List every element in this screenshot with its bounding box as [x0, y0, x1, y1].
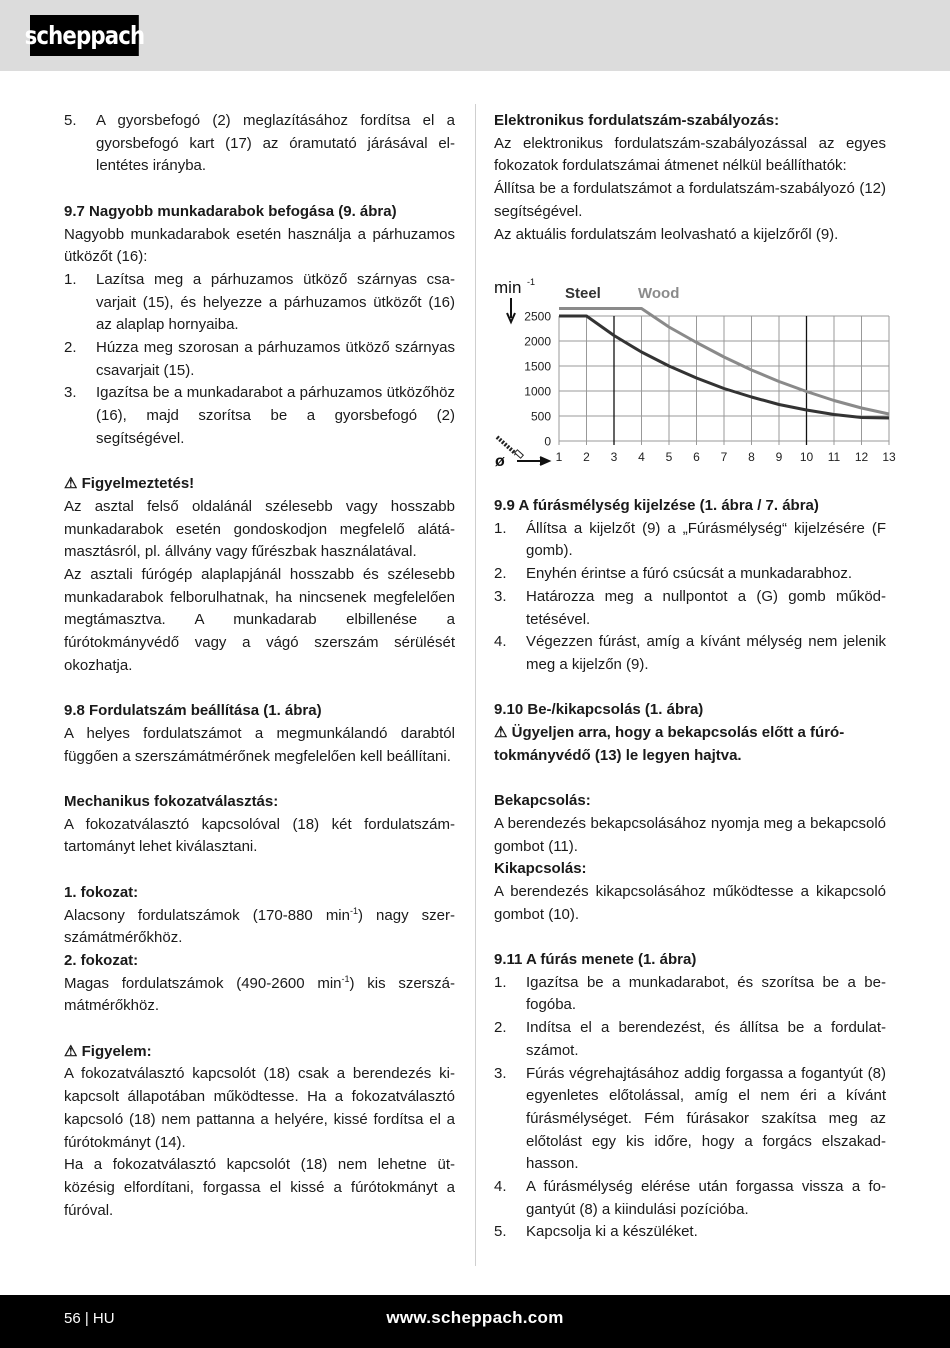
- y-axis-label: min: [494, 278, 522, 297]
- list-item: [494, 631, 886, 676]
- page-header: [0, 0, 950, 71]
- right-arrow-icon: [517, 457, 549, 465]
- list-item: [64, 382, 455, 450]
- paragraph: Magas fordulatszámok (490-2600 $\min^{-1}$) kis szerszámátmérőkhöz.: [64, 973, 455, 1015]
- paragraph: A berendezés bekapcsolásához nyomja meg a bekapcsoló gombot (11).: [494, 814, 886, 855]
- list-number: 1.: [494, 519, 507, 537]
- legend-wood: Wood: [638, 285, 680, 302]
- website-link[interactable]: www.scheppach.com: [386, 1308, 564, 1327]
- spacer: [64, 451, 455, 474]
- paragraph: A berendezés kikapcsolásához működtesse a kikapcsoló gombot (10).: [494, 882, 886, 923]
- column-divider: [475, 104, 476, 1266]
- list-text: A gyorsbefogó (2) meglazításához fordítsa el a gyorsbefogó kart (17) az óramutató járásával ellentétes irányba.: [96, 112, 455, 175]
- paragraph: Az aktuális fordulatszám leolvasható a kijelzőről (9).: [494, 225, 839, 243]
- y-tick-label: 500: [530, 409, 551, 424]
- list-number: 2.: [64, 339, 77, 357]
- x-tick-label: 5: [665, 450, 673, 464]
- list-number: 1.: [494, 973, 507, 991]
- section-heading: 2. fokozat:: [64, 951, 139, 969]
- x-tick-label: 13: [882, 450, 896, 464]
- spacer: [64, 678, 455, 701]
- x-tick-label: 3: [610, 450, 618, 464]
- spacer: [494, 767, 886, 790]
- list-item: [64, 337, 455, 382]
- list-item: [494, 1176, 886, 1221]
- x-tick-label: 8: [748, 450, 755, 464]
- section-heading: Mechanikus fokozatválasztás:: [64, 793, 279, 811]
- paragraph: A helyes fordulatszámot a megmunkálandó darabtól függően a szerszámátmérőnek megfelelően kell beállítani.: [64, 724, 455, 765]
- list-item: [494, 518, 886, 563]
- list-number: 3.: [494, 1064, 507, 1082]
- spacer: [64, 768, 455, 791]
- section-heading: 9.9 A fúrásmélység kijelzése (1. ábra / 7. ábra): [494, 497, 819, 514]
- list-number: 5.: [494, 1223, 507, 1241]
- list-number: 4.: [494, 633, 507, 651]
- list-number: 4.: [494, 1178, 507, 1196]
- section-heading: 9.11 A fúrás menete (1. ábra): [494, 951, 697, 969]
- x-tick-label: 1: [555, 450, 563, 464]
- section-heading: Kikapcsolás:: [494, 860, 587, 878]
- page-number: 56 | HU: [64, 1310, 115, 1327]
- paragraph: Az elektronikus fordulatszám-szabályozással az egyes fokozatok fordulatszámai átmenet nélkül beállíthatók:: [494, 134, 886, 175]
- list-number: 2.: [494, 565, 507, 583]
- spacer: [64, 1018, 455, 1041]
- list-item: [494, 972, 886, 1017]
- x-tick-label: 12: [854, 450, 869, 464]
- paragraph: A fokozatválasztó kapcsolót (18) csak a berendezés kikapcsolt állapotában működtesse. Ha a fokozatválasztó kapcsoló (18) nem pattanna a helyére, kissé fordítsa el a fúrótokmányt (14).: [64, 1065, 455, 1151]
- x-tick-label: 4: [638, 450, 645, 464]
- list-item: [64, 110, 455, 178]
- list-item: [494, 1063, 886, 1177]
- x-tick-label: 2: [583, 450, 590, 464]
- list-number: 2.: [494, 1019, 507, 1037]
- right-column-bottom: [494, 495, 886, 1244]
- spacer: [64, 859, 455, 882]
- list-item: [494, 563, 886, 586]
- list-number: 5.: [64, 112, 77, 129]
- list-text: Fúrás végrehajtásához addig forgassa a fogantyút (8) egyenletes előtolással, amíg el nem éri a kívánt fúrásmélységet. Fém fúrásakor szakítsa meg az előtolást egy kis időre, hogy a forgács elszakadhasson.: [526, 1064, 886, 1173]
- section-heading: 9.10 Be-/kikapcsolás (1. ábra): [494, 701, 704, 719]
- list-text: Indítsa el a berendezést, és állítsa be a fordulatszámot.: [526, 1019, 886, 1059]
- x-tick-label: 11: [827, 450, 841, 464]
- right-column-top: [494, 110, 886, 246]
- superscript: -1: [341, 973, 350, 984]
- paragraph: Az asztali fúrógép alaplapjánál hosszabb és szélesebb munkadarabok felborulhatnak, ha nincsenek megfelelően megtámasztva. A munkadarab elbillenése a fúrótokmányvédő vagy a vágó szerszám sérülését okozhatja.: [64, 566, 455, 674]
- y-axis-label-sup: -1: [527, 277, 536, 287]
- list-item: [64, 269, 455, 337]
- y-tick-label: 2000: [524, 334, 551, 349]
- y-tick-label: 2500: [524, 309, 551, 324]
- list-text: Lazítsa meg a párhuzamos ütköző szárnyas csavarjait (15), és helyezze a párhuzamos ütközőt (16) az alaplap hornyaiba.: [96, 270, 455, 334]
- x-tick-label: 7: [720, 450, 728, 464]
- list-number: 3.: [64, 384, 77, 402]
- legend-steel: Steel: [565, 285, 601, 302]
- x-tick-label: 6: [693, 450, 700, 464]
- list-number: 1.: [64, 270, 77, 288]
- paragraph: Alacsony fordulatszámok (170-880 $\min^{-1}$) nagy szerszámátmérőkhöz.: [64, 905, 455, 947]
- spacer: [494, 677, 886, 700]
- spacer: [64, 178, 455, 201]
- y-tick-label: 1000: [524, 384, 551, 399]
- list-text: Húzza meg szorosan a párhuzamos ütköző szárnyas csavarjait (15).: [96, 339, 455, 379]
- section-heading: ⚠ Figyelem:: [64, 1042, 152, 1060]
- y-tick-label: 0: [544, 434, 551, 449]
- list-item: [494, 1221, 886, 1244]
- x-tick-label: 9: [775, 450, 783, 464]
- x-tick-label: 10: [799, 450, 814, 464]
- section-heading: 9.7 Nagyobb munkadarabok befogása (9. ábra): [64, 202, 397, 220]
- section-heading: 9.8 Fordulatszám beállítása (1. ábra): [64, 702, 322, 720]
- list-text: A fúrásmélység elérése után forgassa vissza a fogantyút (8) a kiindulási pozícióba.: [526, 1178, 886, 1218]
- superscript: -1: [349, 905, 358, 916]
- list-text: Határozza meg a nullpontot a (G) gomb működtetésével.: [526, 587, 886, 628]
- paragraph: Ha a fokozatválasztó kapcsolót (18) nem lehetne ütközésig elfordítani, forgassa el kissé a fúrótokmányt a fúróval.: [64, 1156, 455, 1219]
- paragraph: Az asztal felső oldalánál szélesebb vagy hosszabb munkadarabok esetén gondoskodjon megfelelő alátámasztásról, pl. állvány vagy fűrészbak használatával.: [64, 497, 455, 561]
- list-text: Igazítsa be a munkadarabot a párhuzamos ütközőhöz (16), majd szorítsa be a gyorsbefogó (2) segítségével.: [96, 384, 455, 447]
- drill-tip-icon: [515, 450, 524, 458]
- section-heading: 1. fokozat:: [64, 883, 139, 901]
- section-heading: Bekapcsolás:: [494, 792, 591, 810]
- section-heading: ⚠ Ügyeljen arra, hogy a bekapcsolás előtt a fúrótokmányvédő (13) le legyen hajtva.: [494, 724, 845, 764]
- down-arrow-icon: [507, 298, 515, 322]
- speed-chart: [490, 270, 900, 470]
- left-column: [64, 110, 455, 1222]
- list-text: Enyhén érintse a fúró csúcsát a munkadarabhoz.: [526, 565, 853, 583]
- list-text: Igazítsa be a munkadarabot, és szorítsa be a befogóba.: [526, 973, 886, 1014]
- list-item: [494, 586, 886, 631]
- scheppach-logo: scheppach: [30, 15, 139, 56]
- section-heading: ⚠ Figyelmeztetés!: [64, 475, 195, 493]
- y-tick-label: 1500: [524, 359, 551, 374]
- x-axis-label: ø: [495, 453, 505, 470]
- drill-bit-icon: [497, 437, 516, 454]
- list-number: 3.: [494, 587, 507, 605]
- list-text: Állítsa a kijelzőt (9) a „Fúrásmélység“ kijelzésére (F gomb).: [526, 519, 886, 560]
- paragraph: Állítsa be a fordulatszámot a fordulatszám-szabályozó (12) segítségével.: [494, 180, 886, 220]
- list-text: Kapcsolja ki a készüléket.: [526, 1223, 698, 1241]
- page-footer: [0, 1295, 950, 1348]
- spacer: [494, 926, 886, 949]
- paragraph: Nagyobb munkadarabok esetén használja a párhuzamos ütközőt (16):: [64, 225, 455, 266]
- list-item: [494, 1017, 886, 1062]
- paragraph: A fokozatválasztó kapcsolóval (18) két fordulatszám-tartományt lehet kiválasztani.: [64, 815, 455, 856]
- list-text: Végezzen fúrást, amíg a kívánt mélység nem jelenik meg a kijelzőn (9).: [526, 633, 886, 673]
- section-heading: Elektronikus fordulatszám-szabályozás:: [494, 112, 780, 129]
